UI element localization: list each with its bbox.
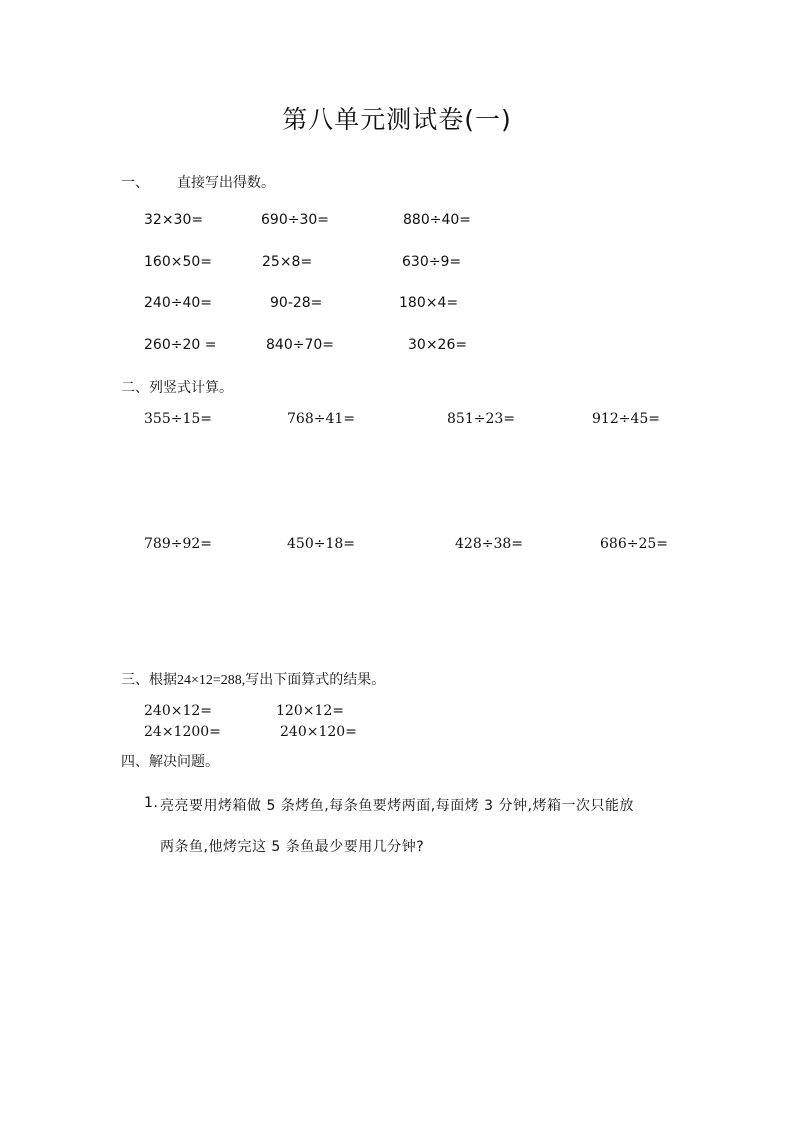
vertical-calc-item: 355÷15= [144,411,212,427]
oral-calc-item: 32×30= [144,212,204,228]
section4-heading: 四、解决问题。 [121,754,219,770]
oral-calc-item: 690÷30= [261,212,329,228]
oral-calc-item: 25×8= [262,254,313,270]
section3-heading [121,669,385,689]
vertical-calc-item: 450÷18= [287,536,355,552]
vertical-calc-item: 428÷38= [455,536,523,552]
vertical-calc-item: 686÷25= [600,536,668,552]
vertical-calc-item: 768÷41= [287,411,355,427]
oral-calc-item: 260÷20 = [144,337,217,353]
section3-heading-prefix: 三、根据 [121,672,177,688]
product-calc-item: 240×12= [144,703,212,719]
word-problem-line: 两条鱼,他烤完这 5 条鱼最少要用几分钟? [160,839,425,855]
product-calc-item: 24×1200= [144,724,221,740]
oral-calc-item: 880÷40= [403,212,471,228]
section3-heading-suffix: 写出下面算式的结果。 [245,672,386,688]
vertical-calc-item: 789÷92= [144,536,212,552]
word-problem-line: 亮亮要用烤箱做 5 条烤鱼,每条鱼要烤两面,每面烤 3 分钟,烤箱一次只能放 [160,798,634,814]
oral-calc-item: 180×4= [399,295,459,311]
section1-instruction: 直接写出得数。 [177,175,275,191]
product-calc-item: 120×12= [276,703,344,719]
oral-calc-item: 160×50= [144,254,212,270]
word-problem-number: 1. [144,795,159,811]
oral-calc-item: 630÷9= [402,254,462,270]
oral-calc-item: 840÷70= [266,337,334,353]
oral-calc-item: 90-28= [270,295,323,311]
oral-calc-item: 30×26= [408,337,468,353]
product-calc-item: 240×120= [280,724,357,740]
vertical-calc-item: 912÷45= [592,411,660,427]
section2-heading: 二、列竖式计算。 [121,380,233,396]
section3-given-equation: 24×12=288, [177,673,246,688]
oral-calc-item: 240÷40= [144,295,212,311]
section1-number: 一、 [121,175,149,191]
page-title: 第八单元测试卷(一) [282,105,512,134]
vertical-calc-item: 851÷23= [447,411,515,427]
